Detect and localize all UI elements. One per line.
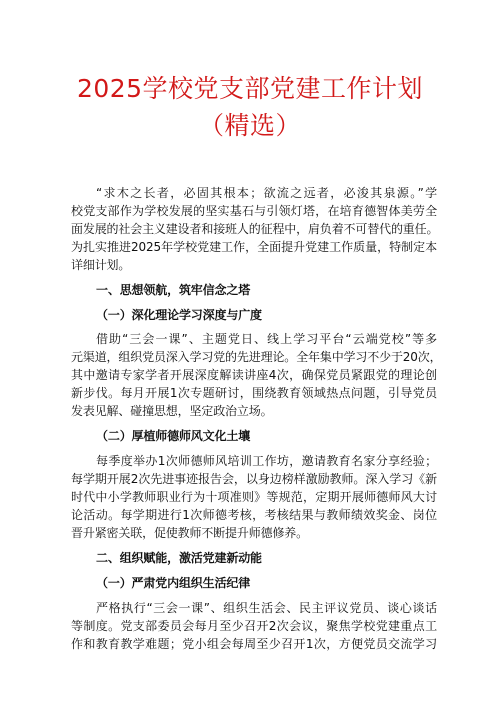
paragraph-line: 元渠道，组织党员深入学习党的先进理论。全年集中学习不少于20次，: [71, 350, 442, 364]
section-heading: 一、思想领航，筑牢信念之塔: [96, 283, 251, 297]
section-heading: 二、组织赋能，激活党建新动能: [96, 551, 262, 565]
paragraph-line: 发表见解、碰撞思想，坚定政治立场。: [71, 404, 273, 418]
document-title-line2: （精选）: [198, 111, 301, 140]
paragraph-line: 每季度举办1次师德师风培训工作坊，邀请教育名家分享经验；: [96, 454, 437, 468]
paragraph-line: 严格执行“三会一课”、组织生活会、民主评议党员、谈心谈话: [96, 601, 437, 615]
subsection-heading: （二）厚植师德师风文化土壤: [96, 429, 251, 443]
paragraph-line: 其中邀请专家学者开展深度解读讲座4次，确保党员紧跟党的理论创: [71, 368, 437, 382]
paragraph-line: 时代中小学教师职业行为十项准则》等规范，定期开展师德师风大讨: [71, 490, 437, 504]
intro-line: 详细计划。: [71, 258, 131, 272]
paragraph-line: 晋升紧密关联，促使教师不断提升师德修养。: [71, 526, 309, 540]
intro-line: 校党支部作为学校发展的坚实基石与引领灯塔，在培育德智体美劳全: [71, 204, 437, 218]
paragraph-line: 每学期开展2次先进事迹报告会，以身边榜样激励教师。深入学习《新: [71, 472, 437, 486]
intro-line: 面发展的社会主义建设者和接班人的征程中，肩负着不可替代的重任。: [71, 222, 439, 236]
subsection-heading: （一）严肃党内组织生活纪律: [96, 576, 251, 590]
subsection-heading: （一）深化理论学习深度与广度: [96, 308, 262, 322]
paragraph-line: 论活动。每学期进行1次师德考核，考核结果与教师绩效奖金、岗位: [71, 508, 437, 522]
paragraph-line: 作和教育教学难题；党小组会每周至少召开1次，方便党员交流学习: [71, 637, 437, 651]
paragraph-line: 借助“三会一课”、主题党日、线上学习平台“云端党校”等多: [96, 332, 437, 346]
paragraph-line: 等制度。党支部委员会每月至少召开2次会议，聚焦学校党建重点工: [71, 619, 437, 633]
intro-line: “求木之长者，必固其根本；欲流之远者，必浚其泉源。”学: [96, 186, 437, 200]
document-title-line1: 2025学校党支部党建工作计划: [76, 74, 424, 103]
intro-line: 为扎实推进2025年学校党建工作，全面提升党建工作质量，特制定本: [71, 240, 437, 254]
paragraph-line: 新步伐。每月开展1次专题研讨，围绕教育领域热点问题，引导党员: [71, 386, 437, 400]
